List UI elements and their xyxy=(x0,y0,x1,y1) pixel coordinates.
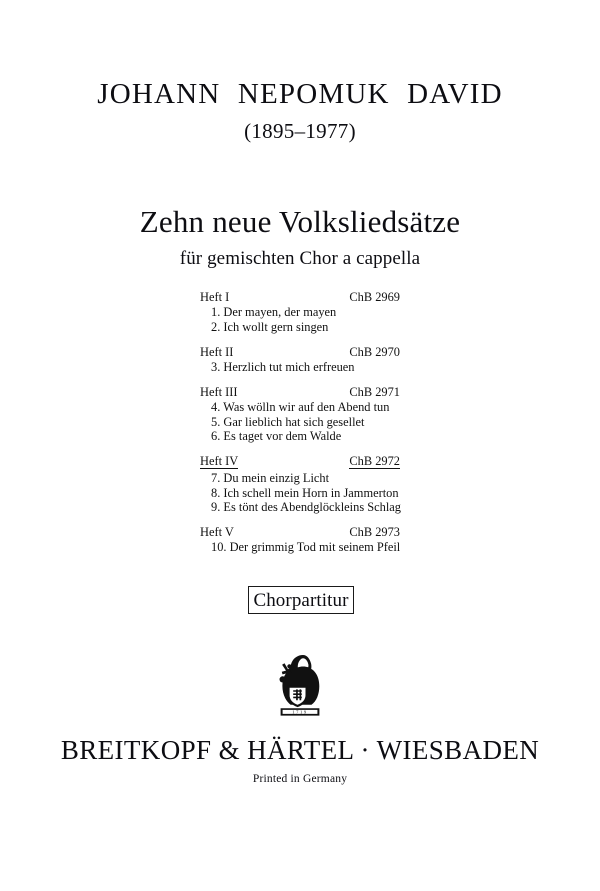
piece-entry: 6. Es taget vor dem Walde xyxy=(211,429,342,444)
contents-list xyxy=(200,291,400,555)
volume-entry xyxy=(200,455,400,515)
publisher-name: BREITKOPF & HÄRTEL · WIESBADEN xyxy=(60,735,540,765)
score-type-badge xyxy=(248,586,354,614)
volume-header xyxy=(200,526,400,538)
piece-entry: 10. Der grimmig Tod mit seinem Pfeil xyxy=(211,540,401,555)
score-type-label: Chorpartitur xyxy=(253,589,349,611)
work-subtitle: für gemischten Chor a cappella xyxy=(179,248,421,269)
piece-entry: 7. Du mein einzig Licht xyxy=(211,470,330,485)
volume-name: Heft IV xyxy=(200,453,239,468)
volume-name: Heft I xyxy=(200,290,230,304)
volume-catalog-number: ChB 2972 xyxy=(349,453,400,468)
volume-catalog-number: ChB 2970 xyxy=(349,344,400,359)
volume-entry xyxy=(200,346,400,375)
composer-dates: (1895–1977) xyxy=(244,119,356,143)
volume-header xyxy=(200,346,400,358)
volume-catalog-number: ChB 2969 xyxy=(349,290,400,304)
volume-entry xyxy=(200,291,400,335)
piece-entry: 5. Gar lieblich hat sich gesellet xyxy=(211,414,365,429)
piece-entry: 2. Ich wollt gern singen xyxy=(211,320,329,335)
printed-in-note: Printed in Germany xyxy=(252,773,348,785)
volume-entry xyxy=(200,386,400,444)
piece-entry: 9. Es tönt des Abendglöckleins Schlag xyxy=(211,500,401,515)
piece-entry: 8. Ich schell mein Horn in Jammerton xyxy=(211,485,399,500)
volume-name: Heft III xyxy=(200,384,238,399)
piece-entry: 3. Herzlich tut mich erfreuen xyxy=(211,360,355,375)
composer-name: JOHANN NEPOMUK DAVID xyxy=(97,78,503,110)
volume-entry xyxy=(200,526,400,555)
volume-header xyxy=(200,386,400,398)
volume-header xyxy=(200,291,400,303)
volume-name: Heft V xyxy=(200,524,234,539)
volume-catalog-number: ChB 2971 xyxy=(349,384,400,399)
volume-catalog-number: ChB 2973 xyxy=(349,524,400,539)
piece-entry: 4. Was wölln wir auf den Abend tun xyxy=(211,400,390,415)
publisher-logo xyxy=(262,646,338,722)
volume-header xyxy=(200,455,400,469)
svg-text:1719: 1719 xyxy=(292,709,308,715)
page-title: Zehn neue Volksliedsätze xyxy=(139,204,461,239)
volume-name: Heft II xyxy=(200,344,234,359)
piece-entry: 1. Der mayen, der mayen xyxy=(211,305,337,320)
